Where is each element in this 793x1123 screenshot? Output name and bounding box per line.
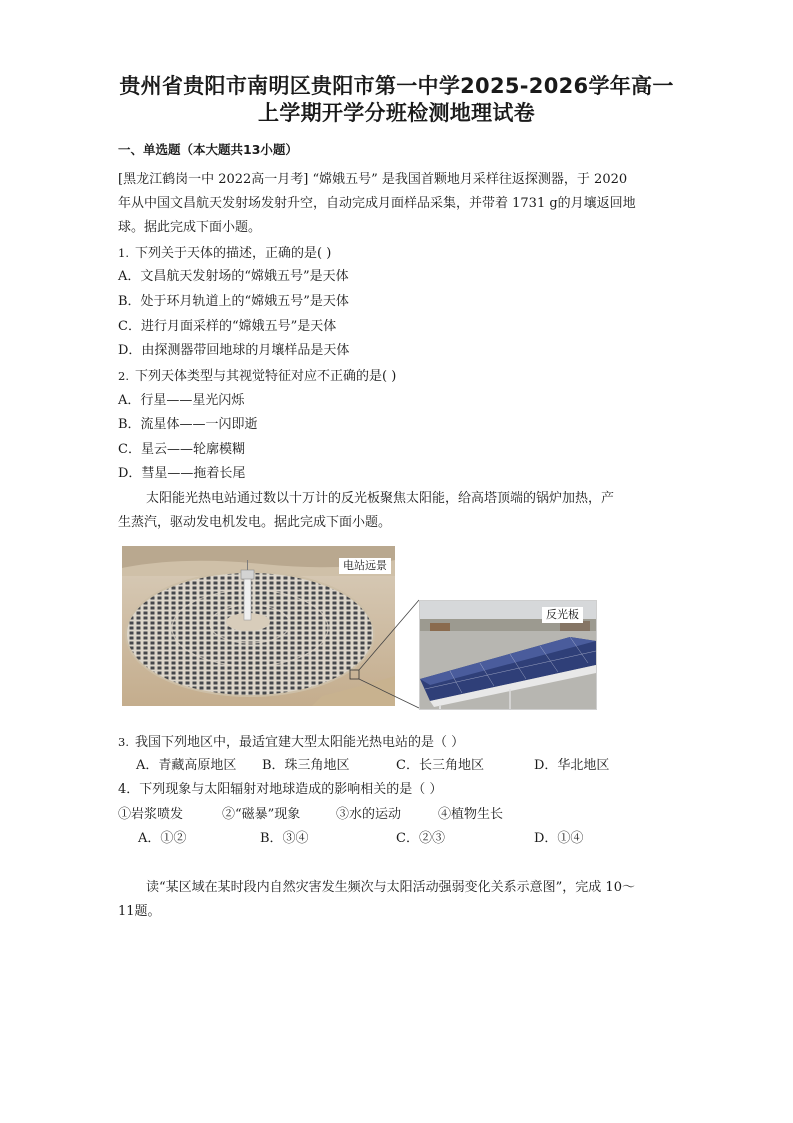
question-4-stem: 4．下列现象与太阳辐射对地球造成的影响相关的是（ ）	[118, 782, 443, 797]
q3-option-c: C．长三角地区	[396, 758, 484, 773]
q2-option-c: C．星云——轮廓模糊	[118, 442, 245, 457]
intro3-line2: 11题。	[118, 904, 161, 919]
section-heading: 一、单选题（本大题共13小题）	[118, 142, 298, 157]
page-title-line2: 上学期开学分班检测地理试卷	[258, 101, 535, 125]
q2-option-b: B．流星体——一闪即逝	[118, 417, 258, 432]
question-2-stem	[118, 367, 396, 386]
q1-option-c: C．进行月面采样的“嫦娥五号”是天体	[118, 319, 337, 334]
q4-option-a: A．①②	[138, 831, 187, 846]
question-1-stem	[118, 244, 331, 263]
far-view-label: 电站远景	[339, 558, 391, 574]
intro1-line2: 年从中国文昌航天发射场发射升空，自动完成月面样品采集，并带着 1731 g的月壤返回地	[118, 196, 636, 211]
question-number: 2.	[118, 369, 129, 383]
q4-item-3: ③水的运动	[336, 807, 402, 822]
q1-option-b: B．处于环月轨道上的“嫦娥五号”是天体	[118, 294, 349, 309]
question-text: 下列天体类型与其视觉特征对应不正确的是( )	[134, 369, 397, 384]
intro3-line1: 读“某区域在某时段内自然灾害发生频次与太阳活动强弱变化关系示意图”，完成 10～	[146, 880, 635, 895]
page-title-line1: 贵州省贵阳市南明区贵阳市第一中学2025-2026学年高一	[119, 74, 674, 98]
reflector-panel-label: 反光板	[542, 607, 583, 623]
question-text: 我国下列地区中，最适宜建大型太阳能光热电站的是（ ）	[134, 735, 465, 750]
q1-option-a: A．文昌航天发射场的“嫦娥五号”是天体	[118, 269, 349, 284]
q4-option-c: C．②③	[396, 831, 445, 846]
q3-option-d: D．华北地区	[534, 758, 610, 773]
intro1-line3: 球。据此完成下面小题。	[118, 220, 262, 235]
reflector-panel-photo	[419, 600, 597, 710]
intro1-line1: [黑龙江鹤岗一中 2022高一月考] “嫦娥五号” 是我国首颗地月采样往返探测器，于 2020	[118, 172, 628, 187]
question-number: 3.	[118, 735, 129, 749]
q3-option-a: A．青藏高原地区	[136, 758, 237, 773]
intro2-line2: 生蒸汽，驱动发电机发电。据此完成下面小题。	[118, 515, 392, 530]
q2-option-a: A．行星——星光闪烁	[118, 393, 245, 408]
q3-option-b: B．珠三角地区	[262, 758, 350, 773]
q4-item-2: ②“磁暴”现象	[222, 807, 301, 822]
intro2-line1: 太阳能光热电站通过数以十万计的反光板聚焦太阳能，给高塔顶端的锅炉加热，产	[146, 491, 615, 506]
question-number: 1.	[118, 246, 129, 260]
q2-option-d: D．彗星——拖着长尾	[118, 466, 246, 481]
solar-plant-figure	[122, 546, 595, 711]
solar-plant-aerial-photo	[122, 546, 395, 706]
q4-option-d: D．①④	[534, 831, 584, 846]
q4-item-4: ④植物生长	[438, 807, 504, 822]
question-3-stem	[118, 733, 464, 752]
q1-option-d: D．由探测器带回地球的月壤样品是天体	[118, 343, 350, 358]
q4-option-b: B．③④	[260, 831, 309, 846]
question-text: 下列关于天体的描述，正确的是( )	[134, 246, 332, 261]
q4-item-1: ①岩浆喷发	[118, 807, 184, 822]
